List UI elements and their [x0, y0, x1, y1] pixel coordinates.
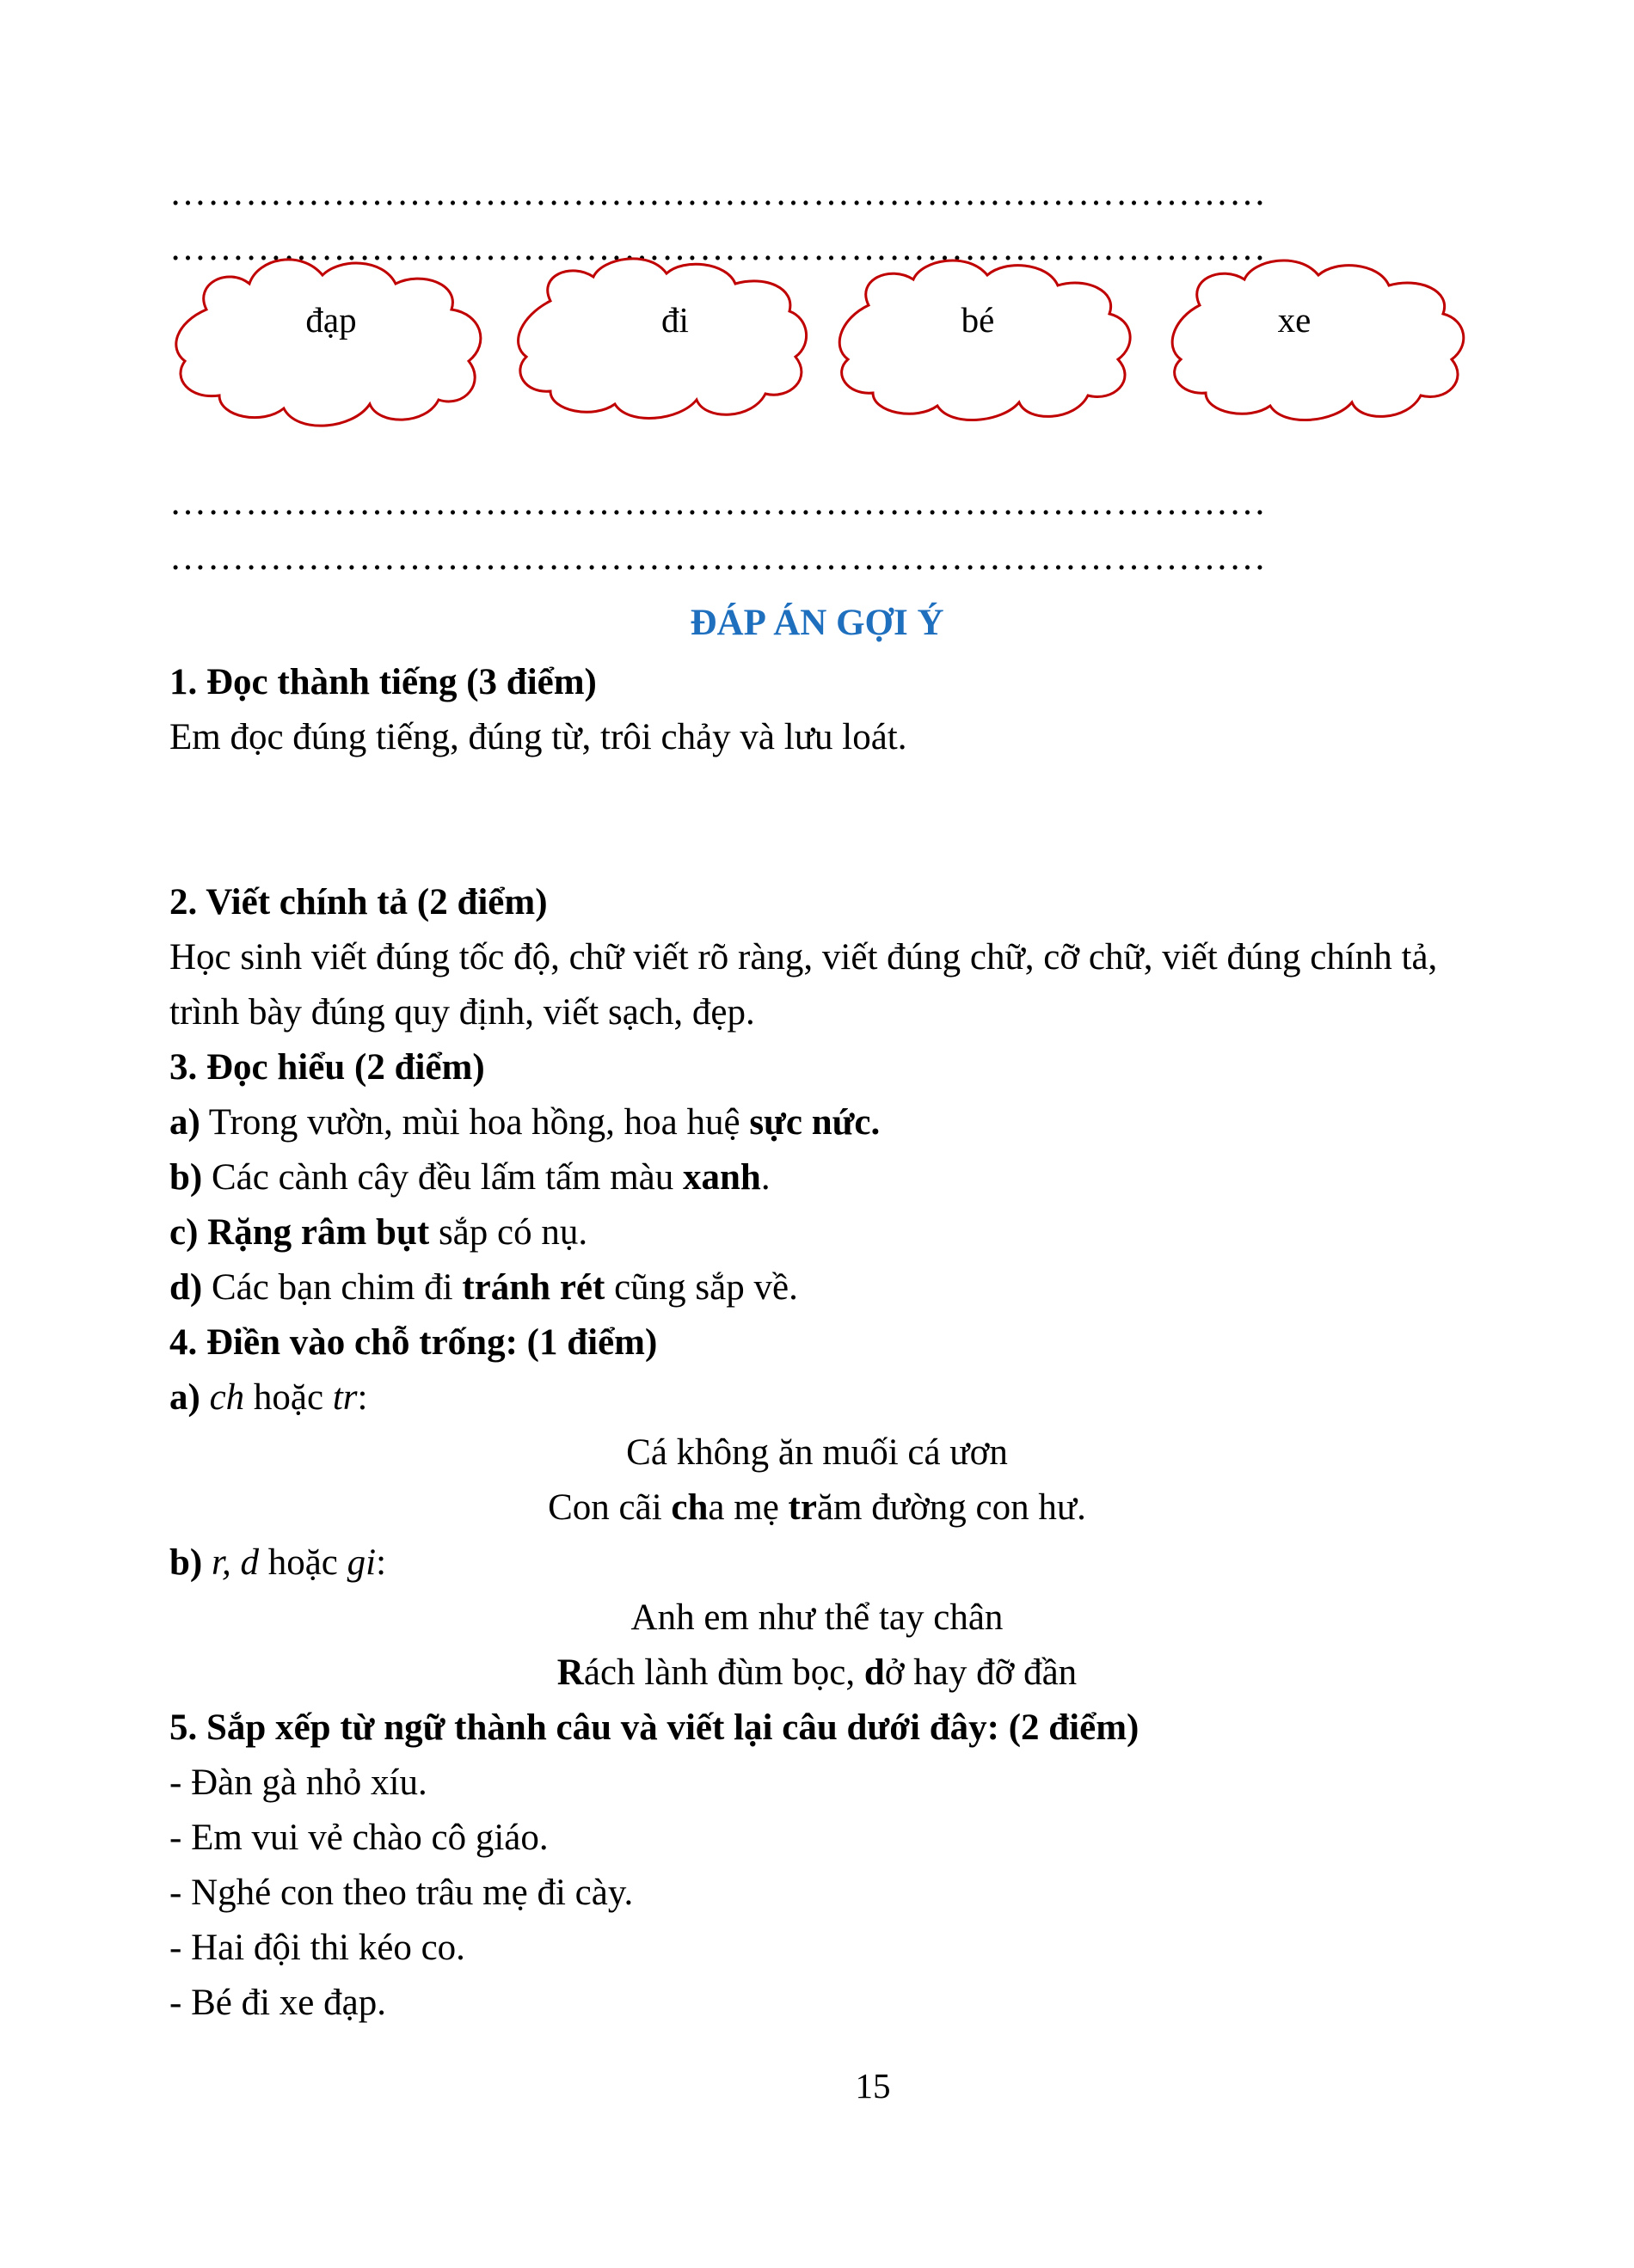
section-5-heading [169, 1701, 1139, 1756]
answer-4b-opt3: gi [347, 1542, 377, 1583]
sentence-item: - Em vui vẻ chào cô giáo. [169, 1817, 549, 1858]
answer-3d-text: Các bạn chim đi [202, 1267, 463, 1308]
dotted-line: …………………………………………………………………………… [169, 482, 1267, 523]
cloud-word-1[interactable] [258, 299, 404, 351]
answer-key-title: ĐÁP ÁN GỢI Ý [690, 603, 944, 643]
poem-b-line-2 [0, 1646, 1634, 1701]
section-4-heading-text: 4. Điền vào chỗ trống: (1 điểm) [169, 1322, 658, 1363]
section-1-body: Em đọc đúng tiếng, đúng từ, trôi chảy và lưu loát. [169, 717, 907, 757]
answer-4a-colon: : [357, 1377, 368, 1418]
poem-a-line-2 [0, 1480, 1634, 1535]
section-2-body: Học sinh viết đúng tốc độ, chữ viết rõ ràng, viết đúng chữ, cỡ chữ, viết đúng chính tả, trình bày đúng quy định, viết sạch, đẹp. [169, 937, 1438, 1033]
answer-3d [169, 1260, 798, 1315]
answer-4a-prompt [169, 1370, 367, 1425]
poem-b-line-2-mid: ách lành đùm bọc, [583, 1652, 864, 1693]
page-number: 15 [855, 2066, 891, 2106]
answer-4b-colon: : [376, 1542, 387, 1583]
dotted-line: …………………………………………………………………………… [169, 228, 1267, 268]
answer-3b-text: Các cành cây đều lấm tấm màu [202, 1157, 684, 1198]
answer-3a [169, 1095, 880, 1150]
answer-3c-text: sắp có nụ. [429, 1212, 588, 1253]
cloud-word-4[interactable] [1221, 299, 1367, 351]
poem-a-line-2-bold2: tr [788, 1487, 817, 1528]
answer-3a-label: a) [169, 1102, 200, 1143]
answer-3b-label: b) [169, 1157, 203, 1198]
sentence-item: - Bé đi xe đạp. [169, 1983, 386, 2023]
poem-a-line-2-bold1: ch [671, 1487, 709, 1528]
answer-3c [169, 1205, 587, 1260]
section-2-heading [169, 875, 548, 930]
poem-a-line-2-end: ăm đường con hư. [816, 1487, 1086, 1528]
cloud-shapes [0, 0, 1634, 481]
sentence-item: - Hai đội thi kéo co. [169, 1928, 465, 1968]
answer-3b [169, 1150, 771, 1205]
answer-3b-end: . [760, 1157, 771, 1198]
answer-3d-label: d) [169, 1267, 203, 1308]
poem-a-line-2-mid: a mẹ [708, 1487, 789, 1528]
poem-b-line-2-bold1: R [556, 1652, 584, 1693]
answer-3d-end: cũng sắp về. [605, 1267, 798, 1308]
answer-3a-bold: sực nức. [749, 1102, 881, 1143]
answer-4a-mid: hoặc [244, 1377, 333, 1418]
section-1-heading [169, 655, 597, 710]
section-3-heading [169, 1040, 485, 1095]
answer-3d-bold: tránh rét [462, 1267, 605, 1308]
section-2-heading-text: 2. Viết chính tả (2 điểm) [169, 882, 548, 923]
poem-b-line-2-end: ở hay đỡ đần [884, 1652, 1078, 1693]
section-5-heading-text: 5. Sắp xếp từ ngữ thành câu và viết lại câu dưới đây: (2 điểm) [169, 1707, 1140, 1748]
sentence-item: - Nghé con theo trâu mẹ đi cày. [169, 1873, 634, 1913]
answer-3b-bold: xanh [683, 1157, 761, 1198]
section-1-heading-text: 1. Đọc thành tiếng (3 điểm) [169, 662, 597, 702]
cloud-word-2[interactable] [602, 299, 748, 351]
section-4-heading [169, 1315, 657, 1370]
answer-4b-mid: hoặc [258, 1542, 347, 1583]
poem-a-line-1: Cá không ăn muối cá ươn [626, 1432, 1008, 1473]
dotted-line: …………………………………………………………………………… [169, 173, 1267, 213]
cloud-word-3-label: bé [961, 300, 995, 340]
cloud-word-2-label: đi [661, 300, 689, 340]
cloud-word-3[interactable] [905, 299, 1051, 351]
poem-a-line-2-pre: Con cãi [548, 1487, 672, 1528]
dotted-line: …………………………………………………………………………… [169, 537, 1267, 578]
answer-4b-prompt [169, 1535, 386, 1591]
poem-b-line-1: Anh em như thể tay chân [630, 1597, 1004, 1638]
sentence-item: - Đàn gà nhỏ xíu. [169, 1762, 427, 1803]
answer-4b-label: b) [169, 1542, 203, 1583]
answer-3c-label: c) Rặng râm bụt [169, 1212, 430, 1253]
answer-4b-opts: r, d [211, 1542, 259, 1583]
answer-4a-label: a) [169, 1377, 200, 1418]
answer-4a-opt1: ch [209, 1377, 245, 1418]
cloud-word-4-label: xe [1277, 300, 1312, 340]
answer-3a-text: Trong vườn, mùi hoa hồng, hoa huệ [200, 1102, 750, 1143]
cloud-word-1-label: đạp [305, 300, 357, 340]
section-3-heading-text: 3. Đọc hiểu (2 điểm) [169, 1047, 485, 1088]
poem-b-line-2-bold2: d [863, 1652, 885, 1693]
answer-4a-opt2: tr [332, 1377, 358, 1418]
